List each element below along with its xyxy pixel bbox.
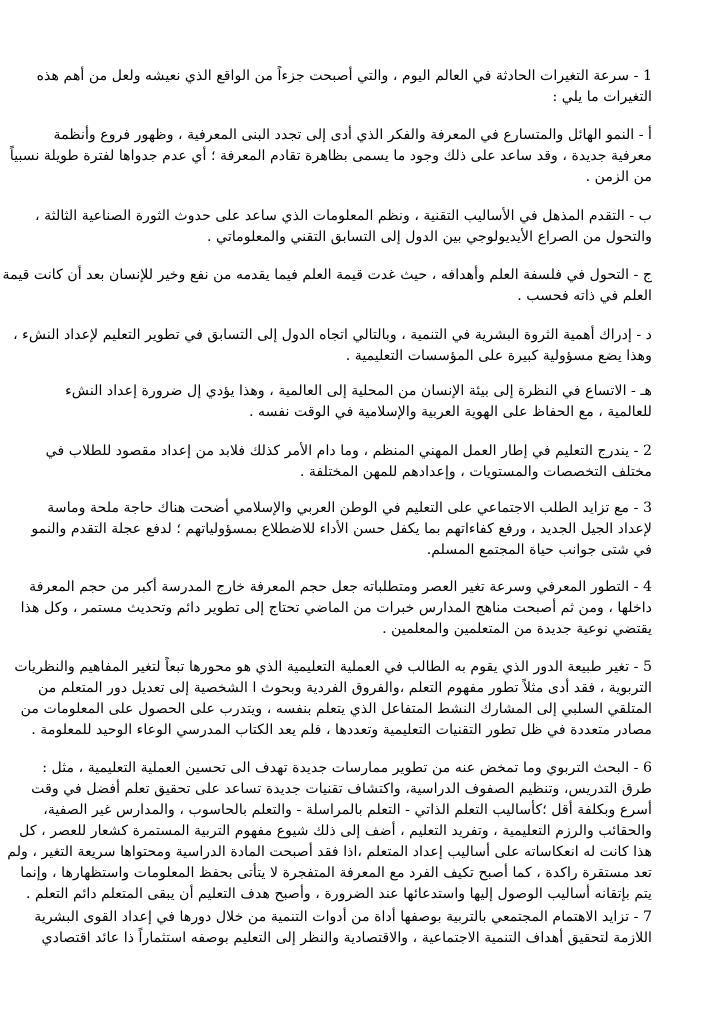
paragraph-1d [2, 325, 652, 367]
paragraph-1c [2, 265, 652, 307]
text-line: وهذا يضع مسؤولية كبيرة على المؤسسات التعليمية . [345, 348, 652, 364]
text-line: 4 - التطور المعرفي وسرعة تغير العصر ومتطلباته جعل حجم المعرفة خارج المدرسة أكبر من حجم المعرفة [29, 579, 652, 595]
text-line: التربوية ، فقد أدى مثلاً تطور مفهوم التعلم ،والفروق الفردية وبحوث ا الشخصية إلى تعديل دور المتعلم من [37, 680, 652, 696]
text-line: طرق التدريس، وتنظيم الصفوف الدراسية، واكتشاف تقنيات جديدة تساعد على تحقيق تعلم أفضل في وقت [31, 781, 652, 797]
text-line: 1 - سرعة التغيرات الحادثة في العالم اليوم ، والتي أصبحت جزءاً من الواقع الذي نعيشه ولعل من أهم هذه [36, 68, 652, 84]
text-line: من الزمن . [585, 169, 652, 185]
text-line: يقتضي نوعية جديدة من المتعلمين والمعلمين . [382, 621, 652, 637]
text-line: 7 - تزايد الاهتمام المجتمعي بالتربية بوصفها أداة من أدوات التنمية من خلال دورها في إعداد القوى البشرية [34, 909, 652, 925]
text-line: معرفية جديدة ، وقد ساعد على ذلك وجود ما يسمى بظاهرة تقادم المعرفة ؛ أي عدم جدواها لفترة طويلة نسبياً [9, 148, 652, 164]
text-line: تعد مستقرة راكدة ، كما أصبح تكيف الفرد مع المعرفة المتفجرة لا يتأتى بحفظ المعلومات واستظهارها ، وإنما [20, 865, 652, 881]
text-line: اللازمة لتحقيق أهداف التنمية الاجتماعية ، والاقتصادية والنظر إلى التعليم بوصفه استثماراً ذا عائد اقتصادي [41, 930, 652, 946]
text-line: مختلف التخصصات والمستويات ، وإعدادهم للمهن المختلفة . [299, 464, 652, 480]
text-line: مصادر متعددة في ظل تطور التقنيات التعليمية وتعددها ، فلم يعد الكتاب المدرسي الوعاء الوحيد للمعلومة . [31, 722, 652, 738]
text-line: أ - النمو الهائل والمتسارع في المعرفة والفكر الذي أدى إلى تجدد البنى المعرفية ، وظهور فروع وأنظمة [53, 127, 652, 143]
text-line: في شتى جوانب حياة المجتمع المسلم. [426, 542, 652, 558]
paragraph-6 [2, 758, 652, 905]
text-line: 5 - تغير طبيعة الدور الذي يقوم به الطالب في العملية التعليمية الذي هو محورها تبعاً لتغير المفاهيم والنظريات [14, 659, 652, 675]
text-line: داخلها ، ومن ثم أصبحت مناهج المدارس خبرات من الماضي تحتاج إلى تطوير دائم وتحديث مستمر ، وكل هذا [20, 600, 652, 616]
paragraph-1a [2, 125, 652, 188]
text-line: أسرع وبكلفة أقل ؛كأساليب التعلم الذاتي - التعلم بالمراسلة - والتعلم بالحاسوب ، والمدارس غير الصفية، [43, 802, 652, 818]
text-line: يتم بإتقانه أساليب الوصول إليها واستدعائها عند الضرورة ، وأصبح هدف التعليم أن يبقى المتعلم دائم التعلم . [25, 886, 652, 902]
paragraph-3 [2, 498, 652, 561]
paragraph-5 [2, 657, 652, 741]
text-line: والحقائب والرزم التعليمية ، وتفريد التعليم ، أضف إلى ذلك شيوع مفهوم التربية المستمرة كشعار للعصر ، كل [19, 823, 652, 839]
text-line: العلم في ذاته فحسب . [517, 288, 652, 304]
paragraph-1e [2, 381, 652, 423]
text-line: ج - التحول في فلسفة العلم وأهدافه ، حيث غدت قيمة العلم فيما يقدمه من نفع وخير للإنسان بعد أن كانت قيمة [2, 267, 652, 283]
text-line: 2 - يندرج التعليم في إطار العمل المهني المنظم ، وما دام الأمر كذلك فلابد من إعداد مقصود للطلاب في [45, 443, 652, 459]
text-line: 3 - مع تزايد الطلب الاجتماعي على التعليم في الوطن العربي والإسلامي أضحت هناك حاجة ملحة وماسة [47, 500, 652, 516]
paragraph-4 [2, 577, 652, 640]
text-line: للعالمية ، مع الحفاظ على الهوية العربية والإسلامية في الوقت نفسه . [249, 404, 652, 420]
text-line: د - إدراك أهمية الثروة البشرية في التنمية ، وبالتالي اتجاه الدول إلى التسابق في تطوير التعليم لإعداد النشء ، [13, 327, 652, 343]
paragraph-1b [2, 206, 652, 248]
text-line: التغيرات ما يلي : [552, 89, 652, 105]
text-line: والتحول من الصراع الأيديولوجي بين الدول إلى التسابق التقني والمعلوماتي . [207, 229, 652, 245]
paragraph-7 [2, 907, 652, 949]
text-line: لإعداد الجيل الجديد ، ورفع كفاءاتهم بما يكفل حسن الأداء للاضطلاع بمسؤولياتهم ؛ لدفع عجلة التقدم والنمو [31, 521, 652, 537]
paragraph-2 [2, 441, 652, 483]
text-line: المتلقي السلبي إلى المشارك النشط المتفاعل الذي يتعلم بنفسه ، ويتدرب على الحصول على المعلومات من [20, 701, 652, 717]
text-line: 6 - البحث التربوي وما تمخض عنه من تطوير ممارسات جديدة تهدف الى تحسين العملية التعليمية ، مثل : [42, 760, 652, 776]
paragraph-1 [12, 66, 652, 108]
text-line: ب - التقدم المذهل في الأساليب التقنية ، ونظم المعلومات الذي ساعد على حدوث الثورة الصناعية الثالثة ، [35, 208, 652, 224]
text-line: هـ - الاتساع في النظرة إلى بيئة الإنسان من المحلية إلى العالمية ، وهذا يؤدي إل ضرورة إعداد النشء [65, 383, 652, 399]
text-line: هذا كانت له انعكاساته على أساليب إعداد المتعلم ،اذا فقد أصبحت المادة الدراسية ومحتواها سريعة التغير ، ولم [7, 844, 652, 860]
